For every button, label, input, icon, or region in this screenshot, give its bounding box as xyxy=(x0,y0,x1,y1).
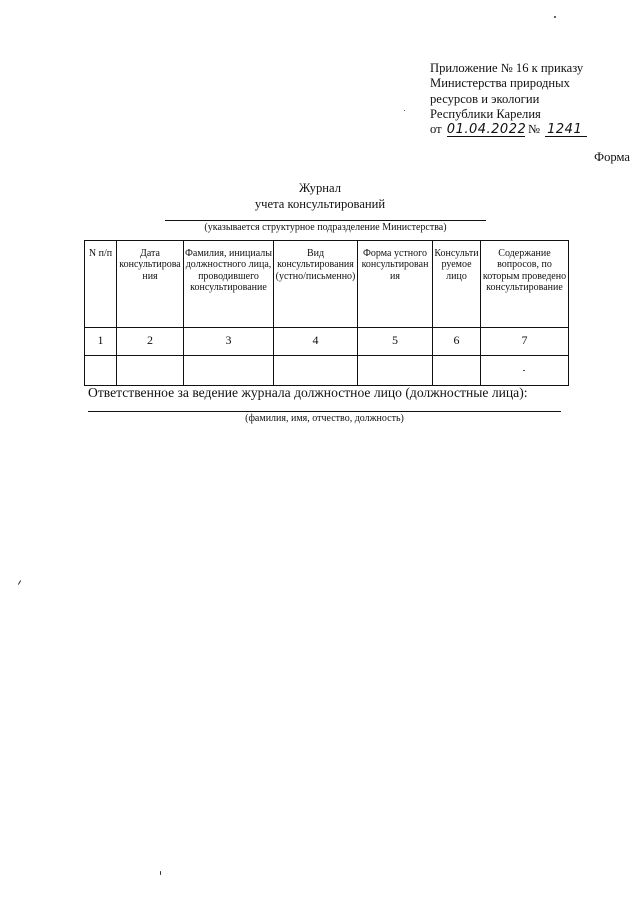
appendix-line-4: Республики Карелия xyxy=(430,106,541,121)
appendix-block xyxy=(430,61,635,137)
number-cell-7: 7 xyxy=(481,328,569,356)
header-cell-date: Дата консультирования xyxy=(117,241,184,328)
header-cell-type: Вид консультирования (устно/письменно) xyxy=(274,241,358,328)
responsible-label: Ответственное за ведение журнала должностное лицо (должностные лица): xyxy=(88,385,528,400)
number-prefix: № xyxy=(527,122,540,137)
empty-cell xyxy=(117,356,184,386)
scan-speck xyxy=(523,370,525,371)
number-cell-5: 5 xyxy=(358,328,433,356)
header-cell-consulted: Консультируемое лицо xyxy=(433,241,481,328)
empty-cell xyxy=(85,356,117,386)
journal-title: Журнал xyxy=(299,181,341,195)
department-line xyxy=(165,220,486,221)
scan-speck xyxy=(160,871,161,875)
table-header-row xyxy=(85,241,569,328)
journal-subtitle: учета консультирований xyxy=(254,197,386,211)
handwritten-date: 01.04.2022 xyxy=(446,122,527,138)
responsible-line xyxy=(88,411,561,412)
number-cell-6: 6 xyxy=(433,328,481,356)
appendix-line-1: Приложение № 16 к приказу xyxy=(430,61,584,75)
responsible-hint: (фамилия, имя, отчество, должность) xyxy=(245,413,404,424)
number-cell-3: 3 xyxy=(184,328,274,356)
appendix-order-line xyxy=(430,122,635,137)
empty-cell xyxy=(433,356,481,386)
number-cell-2: 2 xyxy=(117,328,184,356)
number-cell-4: 4 xyxy=(274,328,358,356)
journal-table xyxy=(84,240,569,386)
empty-cell xyxy=(358,356,433,386)
appendix-line-3: ресурсов и экологии xyxy=(430,91,540,106)
header-cell-content: Содержание вопросов, по которым проведено консультирование xyxy=(481,241,569,328)
handwritten-number: 1241 xyxy=(545,123,587,137)
table-empty-row xyxy=(85,356,569,386)
department-hint: (указывается структурное подразделение Министерства) xyxy=(204,222,447,233)
scan-speck xyxy=(554,16,556,18)
form-label: Форма xyxy=(594,150,630,164)
header-cell-oral-form: Форма устного консультирования xyxy=(358,241,433,328)
scan-speck xyxy=(18,580,21,585)
header-cell-official: Фамилия, инициалы должностного лица, проводившего консультирование xyxy=(184,241,274,328)
scan-speck xyxy=(404,110,405,111)
header-cell-number: N п/п xyxy=(85,241,117,328)
appendix-line-2: Министерства природных xyxy=(430,76,570,91)
number-cell-1: 1 xyxy=(85,328,117,356)
empty-cell xyxy=(184,356,274,386)
table-number-row xyxy=(85,328,569,356)
empty-cell xyxy=(274,356,358,386)
date-prefix: от xyxy=(430,122,442,137)
